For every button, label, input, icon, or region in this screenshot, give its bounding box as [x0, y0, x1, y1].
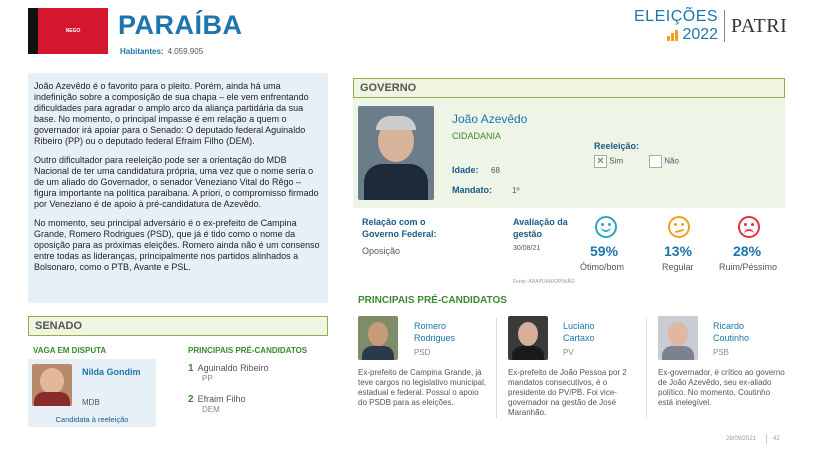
governor-party: CIDADANIA [452, 131, 502, 141]
senate-candidate: 1 Aguinaldo Ribeiro PP [188, 363, 269, 383]
luciano-photo [508, 316, 548, 360]
check-icon: ✕ [594, 155, 607, 168]
rating-bad-pct: 28% [733, 243, 762, 259]
avaliacao-date: 30/08/21 [513, 245, 541, 252]
senado-header: SENADO [28, 316, 328, 336]
source-note: Fonte: ARAPUAN/OPINIÃO [513, 279, 575, 285]
candidate-party: PV [563, 348, 574, 357]
state-flag [28, 8, 108, 54]
age-value: 68 [491, 166, 500, 175]
reelection-yes: ✕ Sim [594, 155, 623, 168]
rating-good-label: Ótimo/bom [580, 262, 625, 272]
governor-name: João Azevêdo [452, 112, 528, 126]
candidate-party: PSD [414, 348, 431, 357]
romero-photo [358, 316, 398, 360]
candidate-name: Ricardo Coutinho [713, 321, 750, 343]
pre-candidates-title: PRINCIPAIS PRÉ-CANDIDATOS [358, 295, 507, 306]
candidate-party: PSB [713, 348, 730, 357]
candidate-name: Luciano Cartaxo [563, 321, 595, 343]
eleicoes-logo: ELEIÇÕES 2022 PATRI [634, 8, 788, 43]
relacao-label: Relação com o Governo Federal: [362, 217, 437, 239]
governor-photo [358, 106, 434, 200]
flag-text: NEGO [38, 8, 108, 54]
senate-seat-card [28, 359, 156, 427]
candidate-desc: Ex-prefeito de João Pessoa por 2 mandatos consecutivos, é o presidente do PV/PB. Foi vice-governador na gestão de José Maranhão. [508, 368, 627, 417]
term-value: 1º [512, 186, 520, 195]
holder-party: MDB [82, 398, 100, 407]
nilda-photo [32, 364, 72, 406]
sad-face-icon [738, 216, 760, 238]
population: Habitantes: 4.059.905 [120, 47, 204, 56]
candidate-name: Romero Rodrigues [414, 321, 456, 343]
vaga-label: VAGA EM DISPUTA [33, 346, 107, 355]
candidate-desc: Ex-prefeito de Campina Grande, já teve cargos no legislativo municipal, estadual e federal. Possui o apoio do PSDB para as eleições. [358, 368, 487, 407]
rating-regular-pct: 13% [664, 243, 693, 259]
footer-date: 28/09/2021 [726, 436, 757, 442]
senate-candidate: 2 Efraim Filho DEM [188, 394, 246, 414]
page-number: 42 [773, 436, 780, 442]
ricardo-photo [658, 316, 698, 360]
rating-bad-label: Ruim/Péssimo [719, 262, 778, 272]
reelection-no: Não [649, 155, 679, 168]
neutral-face-icon [668, 216, 690, 238]
candidate-desc: Ex-governador, é crítico ao governo de João Azevêdo, seu ex-aliado político. No momento, Coutinho está inelegível. [658, 368, 785, 407]
relacao-value: Oposição [362, 246, 401, 256]
rating-regular-label: Regular [662, 262, 694, 272]
governor-card: João Azevêdo CIDADANIA Idade: 68 Mandato: 1º Reeleição: ✕ Sim Não [353, 98, 785, 208]
holder-name: Nilda Gondim [82, 367, 141, 377]
intro-text: João Azevêdo é o favorito para o pleito. Porém, ainda há uma indefinição sobre a composição de sua chapa – ele vem enfrentando dificuldades para agradar o amplo arco da aliança partidária da sua base. No momento, o principal impasse é em relação a quem o governador irá apoiar para o Senado: O deputado federal Aguinaldo Ribeiro (PP) ou o deputado federal Efraim Filho (DEM). Outro dificultador para reeleição pode ser a orientação do MDB Nacional de ter uma candidatura própria, uma vez que o nome seria o de um aliado do Governador, o senador Veneziano Vital do Rêgo – figura importante na política paraibana. A priori, o compromisso firmado por Veneziano é de apoio à pré-candidatura de Azevêdo. No momento, seu principal adversário é o ex-prefeito de Campina Grande, Romero Rodrigues (PSD), que já é tido como o nome da oposição para as próximas eleições. Romero ainda não é um consenso entre todas as lideranças, principalmente nos partidos alinhados a Bolsonaro, como o PTB, Avante e PSL. [28, 73, 328, 303]
avaliacao-label: Avaliação da gestão [513, 217, 568, 239]
bars-icon [667, 30, 678, 41]
governo-header: GOVERNO [353, 78, 785, 98]
page-title: PARAÍBA [118, 10, 243, 40]
holder-status: Candidata à reeleição [55, 415, 129, 424]
rating-good-pct: 59% [590, 243, 619, 259]
happy-face-icon [595, 216, 617, 238]
patri-logo: PATRI [731, 14, 788, 37]
senate-pre-label: PRINCIPAIS PRÉ-CANDIDATOS [188, 346, 308, 355]
